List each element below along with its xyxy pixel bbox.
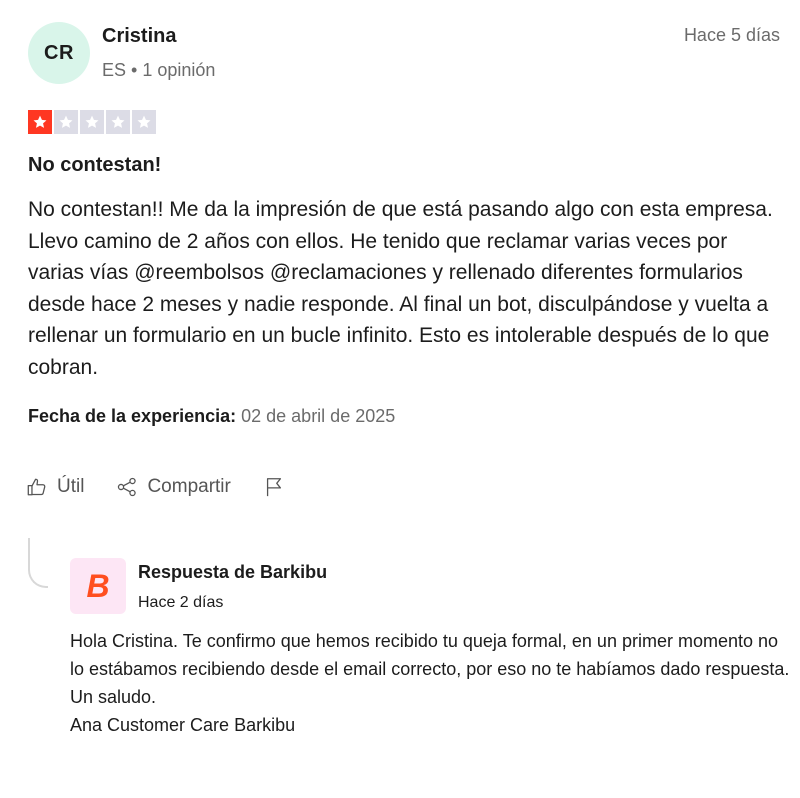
star-empty-icon (132, 110, 156, 134)
reviewer-name[interactable]: Cristina (102, 25, 177, 47)
reply-date: Hace 2 días (138, 594, 224, 611)
svg-text:B: B (86, 569, 110, 603)
reply-paragraph: Hola Cristina. Te confirmo que hemos recibido tu queja formal, en un primer momento no lo estábamos recibiendo desde el email correcto, por eso no te habíamos dado respuesta. (70, 631, 790, 679)
company-logo[interactable] (70, 558, 126, 614)
avatar[interactable]: CR (28, 22, 90, 84)
reply-title: Respuesta de Barkibu (138, 562, 328, 582)
review-date: Hace 5 días (683, 25, 780, 45)
useful-button[interactable] (26, 476, 84, 498)
share-button[interactable] (116, 476, 230, 498)
reply-body (70, 627, 790, 739)
experience-value: 02 de abril de 2025 (241, 406, 396, 426)
share-icon (116, 476, 138, 498)
report-button[interactable] (263, 476, 285, 498)
star-empty-icon (54, 110, 78, 134)
barkibu-logo-icon (81, 569, 115, 603)
reply-connector (28, 538, 48, 588)
star-rating (28, 110, 156, 134)
reply-signature: Ana Customer Care Barkibu (70, 715, 296, 735)
experience-date (28, 406, 395, 427)
review-body: No contestan!! Me da la impresión de que está pasando algo con esta empresa. Llevo camino de 2 años con ellos. He tenido que reclamar varias veces por varias vías @reembolsos @reclamaciones y rellenado diferentes formularios desde hace 2 meses y nadie responde. Al final un bot, disculpándose y vuelta a rellenar un formulario en un bucle infinito. Esto es intolerable después de lo que cobran. (28, 198, 773, 379)
flag-icon (263, 476, 285, 498)
star-filled-icon (28, 110, 52, 134)
reviewer-meta: ES • 1 opinión (102, 60, 216, 80)
review-title[interactable]: No contestan! (28, 154, 162, 176)
experience-label: Fecha de la experiencia: (28, 406, 237, 426)
useful-label: Útil (57, 476, 85, 497)
star-empty-icon (80, 110, 104, 134)
review-actions (26, 476, 285, 498)
reply-greeting: Un saludo. (70, 687, 157, 707)
star-empty-icon (106, 110, 130, 134)
thumbs-up-icon (26, 476, 48, 498)
share-label: Compartir (147, 476, 231, 497)
